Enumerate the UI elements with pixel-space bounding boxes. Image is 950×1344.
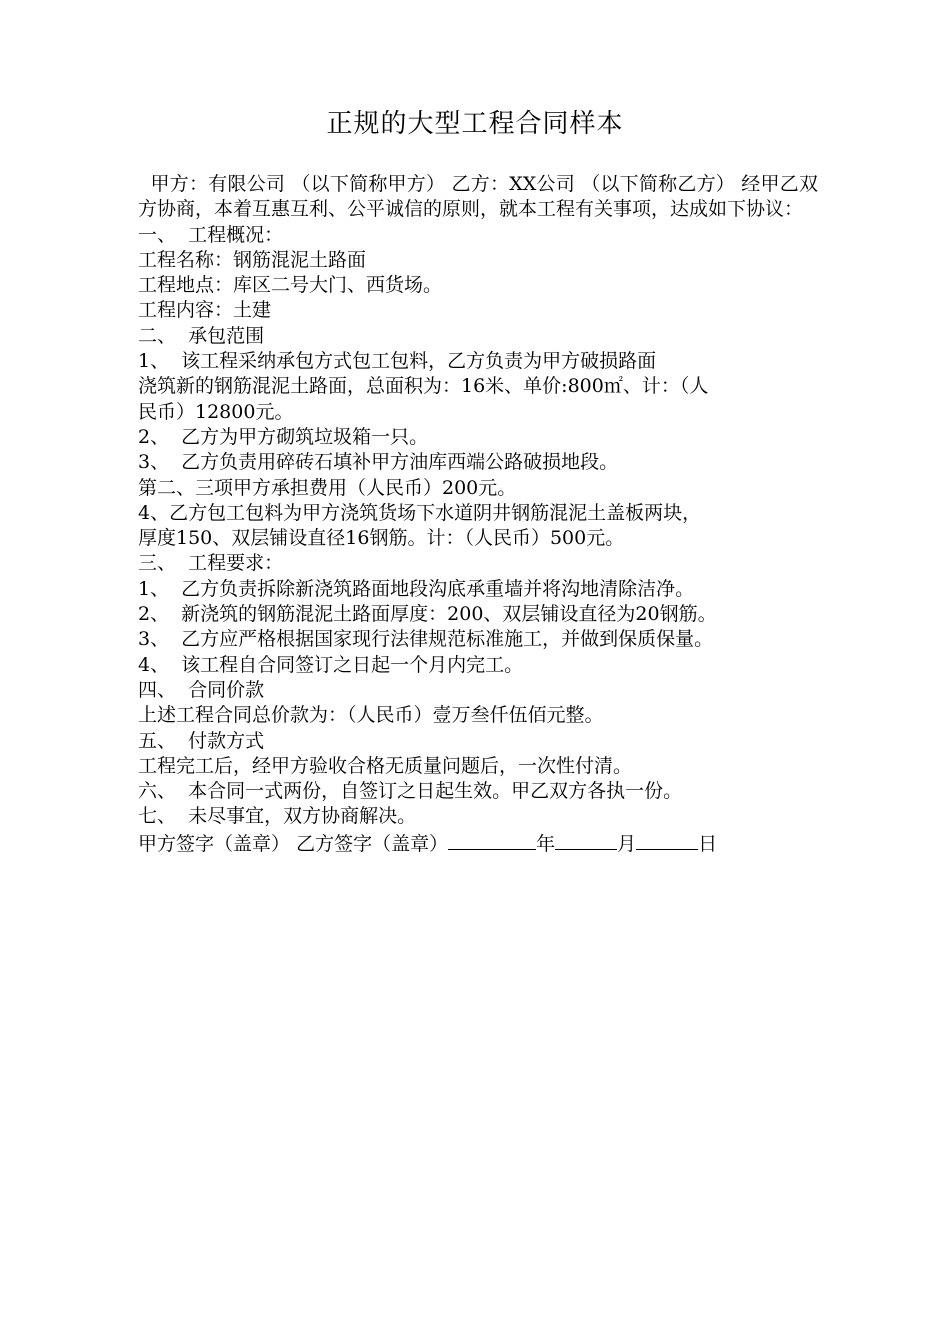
month-label: 月	[617, 832, 637, 855]
document-title: 正规的大型工程合同样本	[326, 109, 624, 139]
text-line: 3、 乙方应严格根据国家现行法律规范标准施工，并做到保质保量。	[138, 628, 714, 651]
party-b-signature-label: 乙方签字（盖章）	[296, 832, 449, 855]
signature-blank	[448, 830, 536, 850]
text-line: 工程地点：库区二号大门、西货场。	[138, 274, 443, 297]
text-line: 1、 乙方负责拆除新浇筑路面地段沟底承重墙并将沟地清除洁净。	[138, 577, 695, 600]
day-label: 日	[698, 832, 718, 855]
day-blank	[636, 830, 698, 850]
signature-line	[138, 830, 818, 857]
text-line: 上述工程合同总价款为：（人民币）壹万叁仟伍佰元整。	[138, 704, 604, 727]
text-line: 3、 乙方负责用碎砖石填补甲方油库西端公路破损地段。	[138, 451, 619, 474]
text-line: 2、 新浇筑的钢筋混泥土路面厚度：200、双层铺设直径为20钢筋。	[138, 603, 717, 626]
party-a-signature-label: 甲方签字（盖章）	[138, 832, 291, 855]
year-label: 年	[536, 832, 556, 855]
text-line: 浇筑新的钢筋混泥土路面，总面积为：16米、单价:800㎡、计：（人	[138, 375, 709, 398]
text-line: 工程完工后，经甲方验收合格无质量问题后，一次性付清。	[138, 754, 633, 777]
section-heading: 五、 付款方式	[138, 729, 265, 752]
text-line: 工程名称：钢筋混泥土路面	[138, 248, 367, 271]
section-heading: 二、 承包范围	[138, 324, 265, 347]
text-line: 4、乙方包工包料为甲方浇筑货场下水道阴井钢筋混泥土盖板两块，	[138, 501, 702, 524]
text-line: 1、 该工程采纳承包方式包工包料，乙方负责为甲方破损路面	[138, 350, 657, 373]
text-line: 六、 本合同一式两份，自签订之日起生效。甲乙双方各执一份。	[138, 780, 683, 803]
text-line: 七、 未尽事宜，双方协商解决。	[138, 805, 417, 828]
month-blank	[555, 830, 617, 850]
contract-body	[138, 172, 818, 857]
section-heading: 一、 工程概况：	[138, 223, 284, 246]
section-heading: 四、 合同价款	[138, 678, 265, 701]
text-line: 工程内容：土建	[138, 299, 272, 322]
text-line: 第二、三项甲方承担费用（人民币）200元。	[138, 476, 517, 499]
intro-paragraph: 甲方：有限公司 （以下简称甲方） 乙方：XX公司 （以下简称乙方） 经甲乙双方协商，本着互惠互利、公平诚信的原则，就本工程有关事项，达成如下协议：	[138, 173, 818, 221]
section-heading: 三、 工程要求：	[138, 552, 284, 575]
text-line: 2、 乙方为甲方砌筑垃圾箱一只。	[138, 425, 429, 448]
text-line: 4、 该工程自合同签订之日起一个月内完工。	[138, 653, 524, 676]
text-line: 民币）12800元。	[138, 400, 294, 423]
text-line: 厚度150、双层铺设直径16钢筋。计：（人民币）500元。	[138, 527, 625, 550]
